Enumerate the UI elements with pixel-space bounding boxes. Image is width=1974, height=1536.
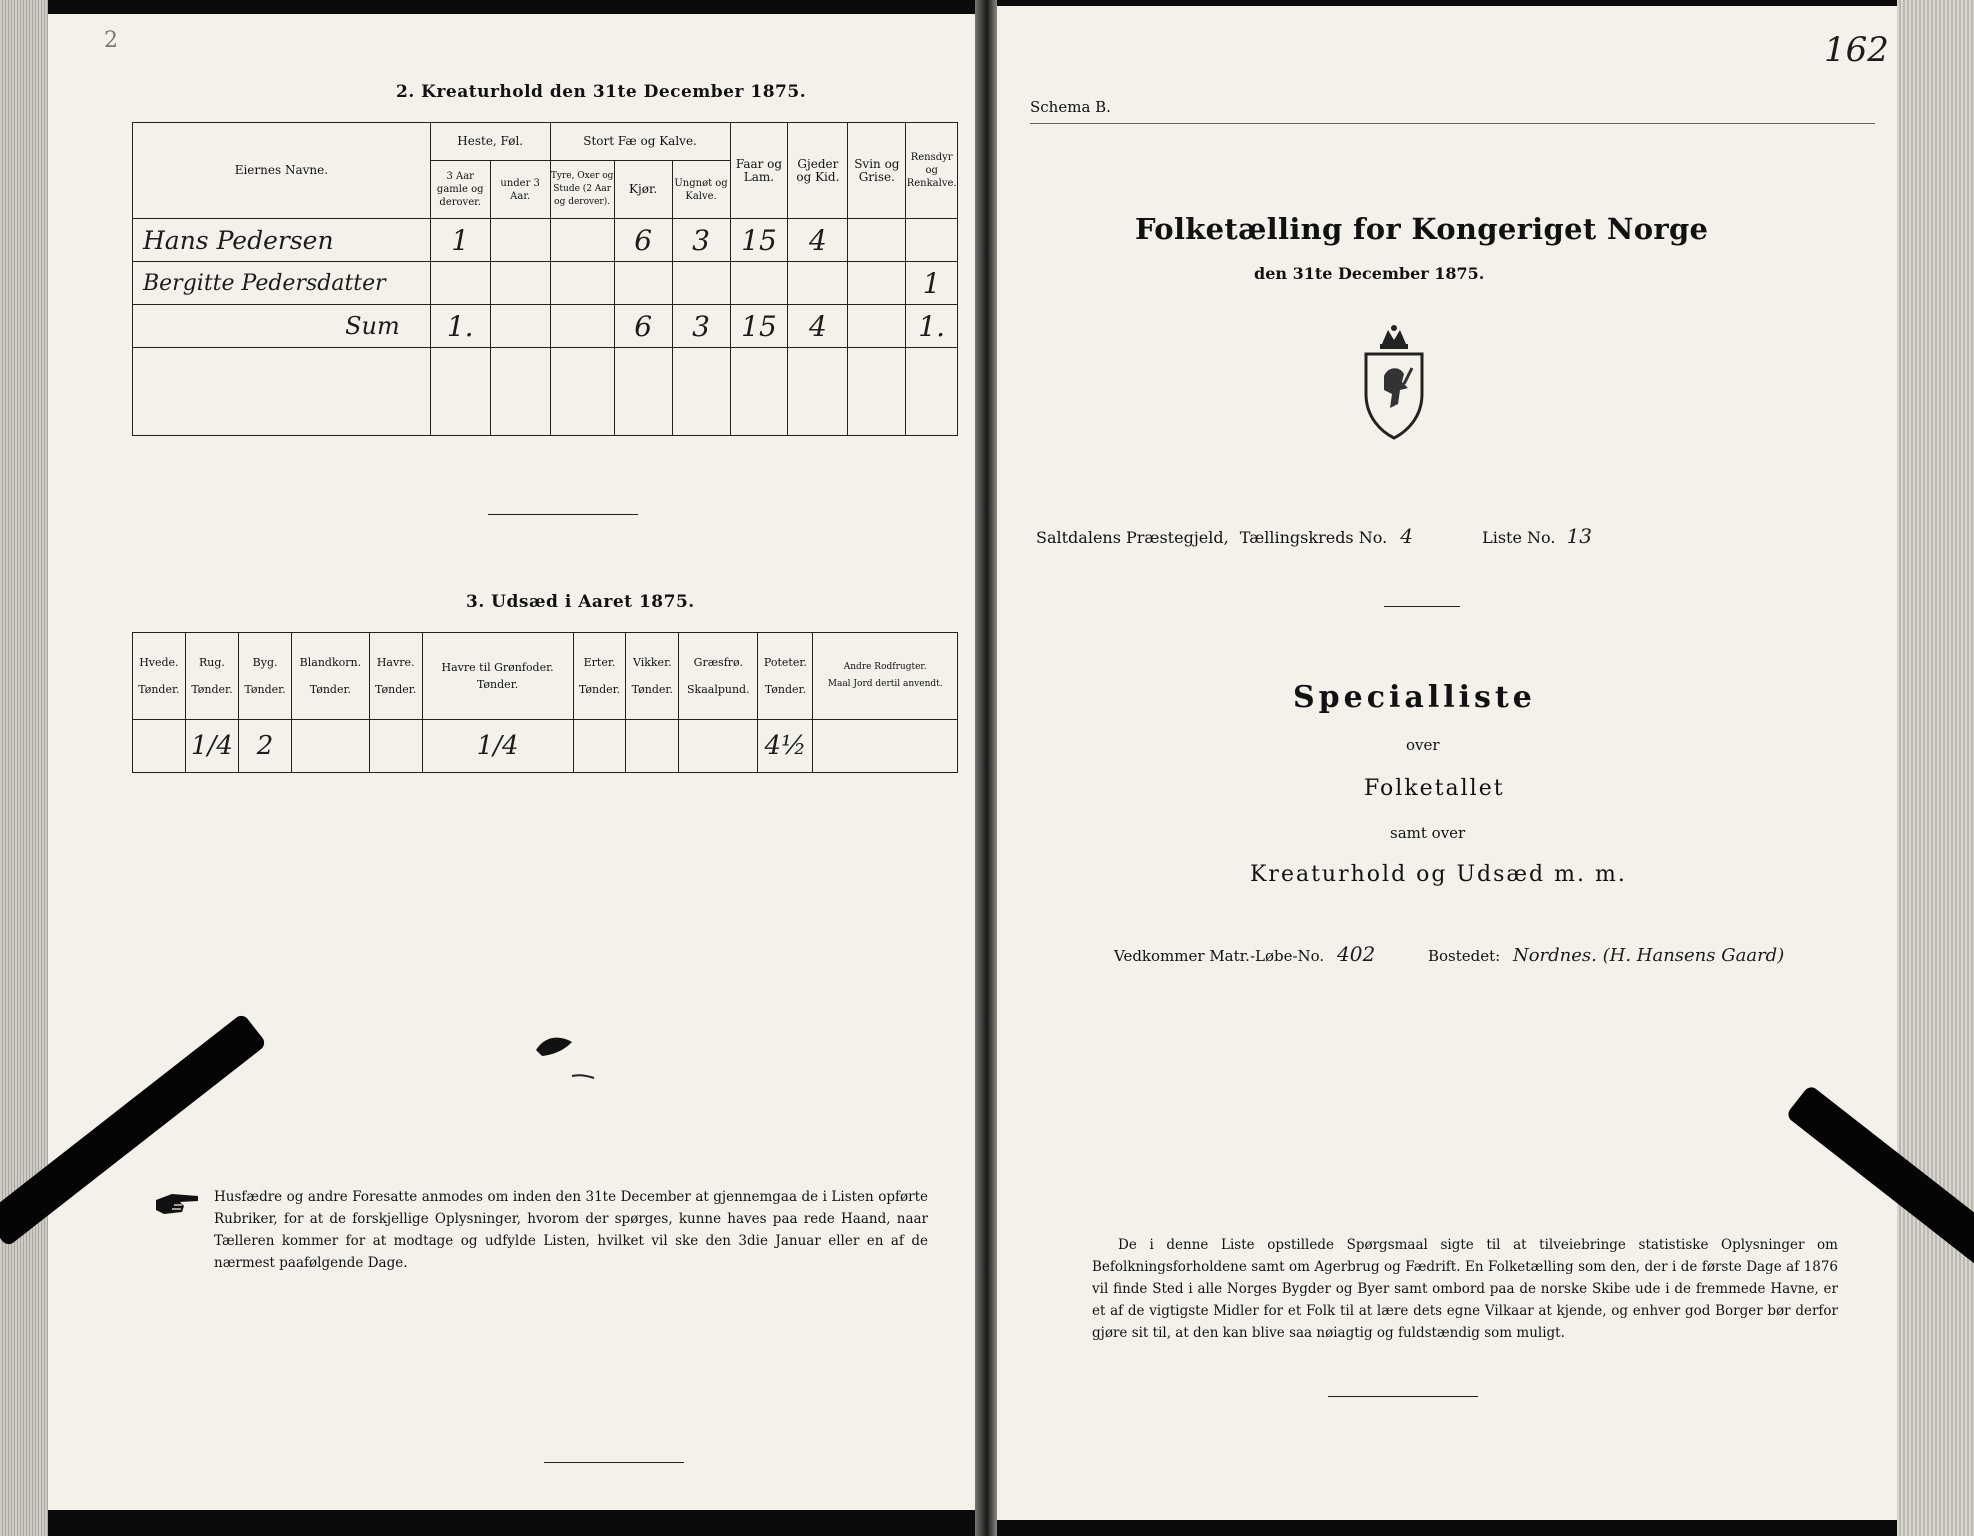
divider: [1384, 606, 1460, 607]
col-blandkorn: Blandkorn. Tønder.: [291, 633, 369, 720]
faar-value: 15: [730, 219, 788, 262]
header-stort: Stort Fæ og Kalve.: [550, 123, 730, 161]
col-rug: Rug. Tønder.: [185, 633, 238, 720]
gjeder-sum: 4: [788, 305, 848, 348]
table-row-sum: [133, 305, 958, 348]
faar-value: [730, 262, 788, 305]
pointing-hand-icon: [154, 1188, 202, 1218]
left-page: [48, 14, 983, 1510]
schema-label: Schema B.: [1030, 98, 1111, 116]
liste-value: 13: [1566, 524, 1593, 548]
svin-value: [848, 262, 906, 305]
col-graesfro: Græsfrø. Skaalpund.: [679, 633, 758, 720]
col-poteter: Poteter. Tønder.: [758, 633, 813, 720]
ungnot-sum: 3: [672, 305, 730, 348]
header-svin: Svin og Grise.: [848, 123, 906, 219]
hvede-value: [133, 720, 186, 773]
kreds-label: Tællingskreds No.: [1239, 528, 1388, 547]
header-rule: [1030, 123, 1875, 124]
col-byg: Byg. Tønder.: [239, 633, 292, 720]
udsaed-table: [132, 632, 958, 773]
section3-title: 3. Udsæd i Aaret 1875.: [466, 592, 695, 612]
erter-value: [573, 720, 626, 773]
header-heste: Heste, Føl.: [430, 123, 550, 161]
header-owner: Eiernes Navne.: [133, 123, 431, 219]
kreaturhold-label: Kreaturhold og Udsæd m. m.: [1250, 862, 1627, 887]
main-title: Folketælling for Kongeriget Norge: [1135, 212, 1709, 246]
page-number: 162: [1824, 30, 1889, 70]
special-title: Specialliste: [1293, 680, 1536, 715]
heste-under3-sum: [490, 305, 550, 348]
divider: [1328, 1396, 1478, 1397]
svin-sum: [848, 305, 906, 348]
kjor-sum: 6: [614, 305, 672, 348]
heste-under3-value: [490, 262, 550, 305]
kreds-value: 4: [1400, 524, 1413, 548]
tyre-value: [550, 262, 614, 305]
matr-value: 402: [1337, 942, 1376, 966]
andre-value: [813, 720, 958, 773]
book-gutter: [975, 0, 997, 1536]
header-rensdyr: Rensdyr og Renkalve.: [906, 123, 958, 219]
byg-value: 2: [239, 720, 292, 773]
rensdyr-sum: 1.: [906, 305, 958, 348]
col-hvede: Hvede. Tønder.: [133, 633, 186, 720]
over-label: over: [1406, 736, 1440, 754]
header-tyre: Tyre, Oxer og Stude (2 Aar og derover).: [550, 161, 614, 219]
col-havre-gronfoder: Havre til Grønfoder. Tønder.: [422, 633, 573, 720]
ungnot-value: 3: [672, 219, 730, 262]
header-kjor: Kjør.: [614, 161, 672, 219]
header-ungnot: Ungnøt og Kalve.: [672, 161, 730, 219]
ungnot-value: [672, 262, 730, 305]
rensdyr-value: [906, 219, 958, 262]
sum-label: Sum: [133, 305, 431, 348]
heste-under3-value: [490, 219, 550, 262]
matr-line: [1114, 942, 1784, 966]
left-page-edges: [0, 0, 48, 1536]
col-vikker: Vikker. Tønder.: [626, 633, 679, 720]
corner-mark: 2: [104, 28, 118, 53]
rug-value: 1/4: [185, 720, 238, 773]
norway-coat-of-arms-icon: [1354, 324, 1434, 444]
bosted-value: Nordnes. (H. Hansens Gaard): [1512, 945, 1785, 966]
ink-blot: [528, 1024, 608, 1084]
header-heste-3aar: 3 Aar gamle og derover.: [430, 161, 490, 219]
heste-3aar-value: 1: [430, 219, 490, 262]
right-page-edges: [1897, 0, 1974, 1536]
census-date: den 31te December 1875.: [1254, 264, 1485, 283]
graesfro-value: [679, 720, 758, 773]
owner-name: Hans Pedersen: [133, 219, 431, 262]
tyre-value: [550, 219, 614, 262]
divider: [544, 1462, 684, 1463]
prestegjeld: Saltdalens Præstegjeld,: [1036, 528, 1229, 547]
header-heste-under3: under 3 Aar.: [490, 161, 550, 219]
havre-gronfoder-value: 1/4: [422, 720, 573, 773]
header-gjeder: Gjeder og Kid.: [788, 123, 848, 219]
heste-3aar-value: [430, 262, 490, 305]
header-faar: Faar og Lam.: [730, 123, 788, 219]
right-page: [992, 6, 1897, 1520]
svin-value: [848, 219, 906, 262]
havre-value: [369, 720, 422, 773]
vikker-value: [626, 720, 679, 773]
bosted-label: Bostedet:: [1427, 947, 1501, 965]
owner-name: Bergitte Pedersdatter: [133, 262, 431, 305]
gjeder-value: 4: [788, 219, 848, 262]
kjor-value: 6: [614, 219, 672, 262]
samt-over-label: samt over: [1390, 824, 1466, 842]
divider: [488, 514, 638, 515]
blank-row: [133, 348, 958, 436]
blandkorn-value: [291, 720, 369, 773]
kjor-value: [614, 262, 672, 305]
matr-label: Vedkommer Matr.-Løbe-No.: [1114, 947, 1325, 965]
notice-text: Husfædre og andre Foresatte anmodes om inden den 31te December at gjennemgaa de i Listen opførte Rubriker, for at de forskjellige Oplysninger, hvorom der spørges, kunne haves paa rede Haand, naar Tælleren kommer for at modtage og udfylde Listen, hvilket vil ske den 3die Januar eller en af de nærmest paafølgende Dage.: [214, 1189, 928, 1271]
table-row: [133, 720, 958, 773]
kreaturhold-table: [132, 122, 958, 436]
heste-3aar-sum: 1.: [430, 305, 490, 348]
rensdyr-value: 1: [906, 262, 958, 305]
faar-sum: 15: [730, 305, 788, 348]
folketallet-label: Folketallet: [1364, 776, 1505, 801]
table-row: [133, 262, 958, 305]
col-andre-rodfrugter: Andre Rodfrugter. Maal Jord dertil anvendt.: [813, 633, 958, 720]
col-erter: Erter. Tønder.: [573, 633, 626, 720]
gjeder-value: [788, 262, 848, 305]
footer-text: De i denne Liste opstillede Spørgsmaal sigte til at tilveiebringe statistiske Oplysninger om Befolkningsforholdene samt om Agerbrug og Fædrift. En Folketælling som den, der i de første Dage af 1876 vil finde Sted i alle Norges Bygder og Byer samt ombord paa de norske Skibe ude i de fremmede Havne, er et af de vigtigste Midler for et Folk til at lære dets egne Vilkaar at kjende, og enhver god Borger bør derfor gjøre sit til, at den kan blive saa nøiagtig og fuldstændig som muligt.: [1092, 1237, 1838, 1341]
poteter-value: 4½: [758, 720, 813, 773]
district-line: [1036, 524, 1592, 548]
section2-title: 2. Kreaturhold den 31te December 1875.: [396, 82, 807, 102]
col-havre: Havre. Tønder.: [369, 633, 422, 720]
table-row: [133, 219, 958, 262]
liste-label: Liste No.: [1482, 528, 1556, 547]
tyre-sum: [550, 305, 614, 348]
